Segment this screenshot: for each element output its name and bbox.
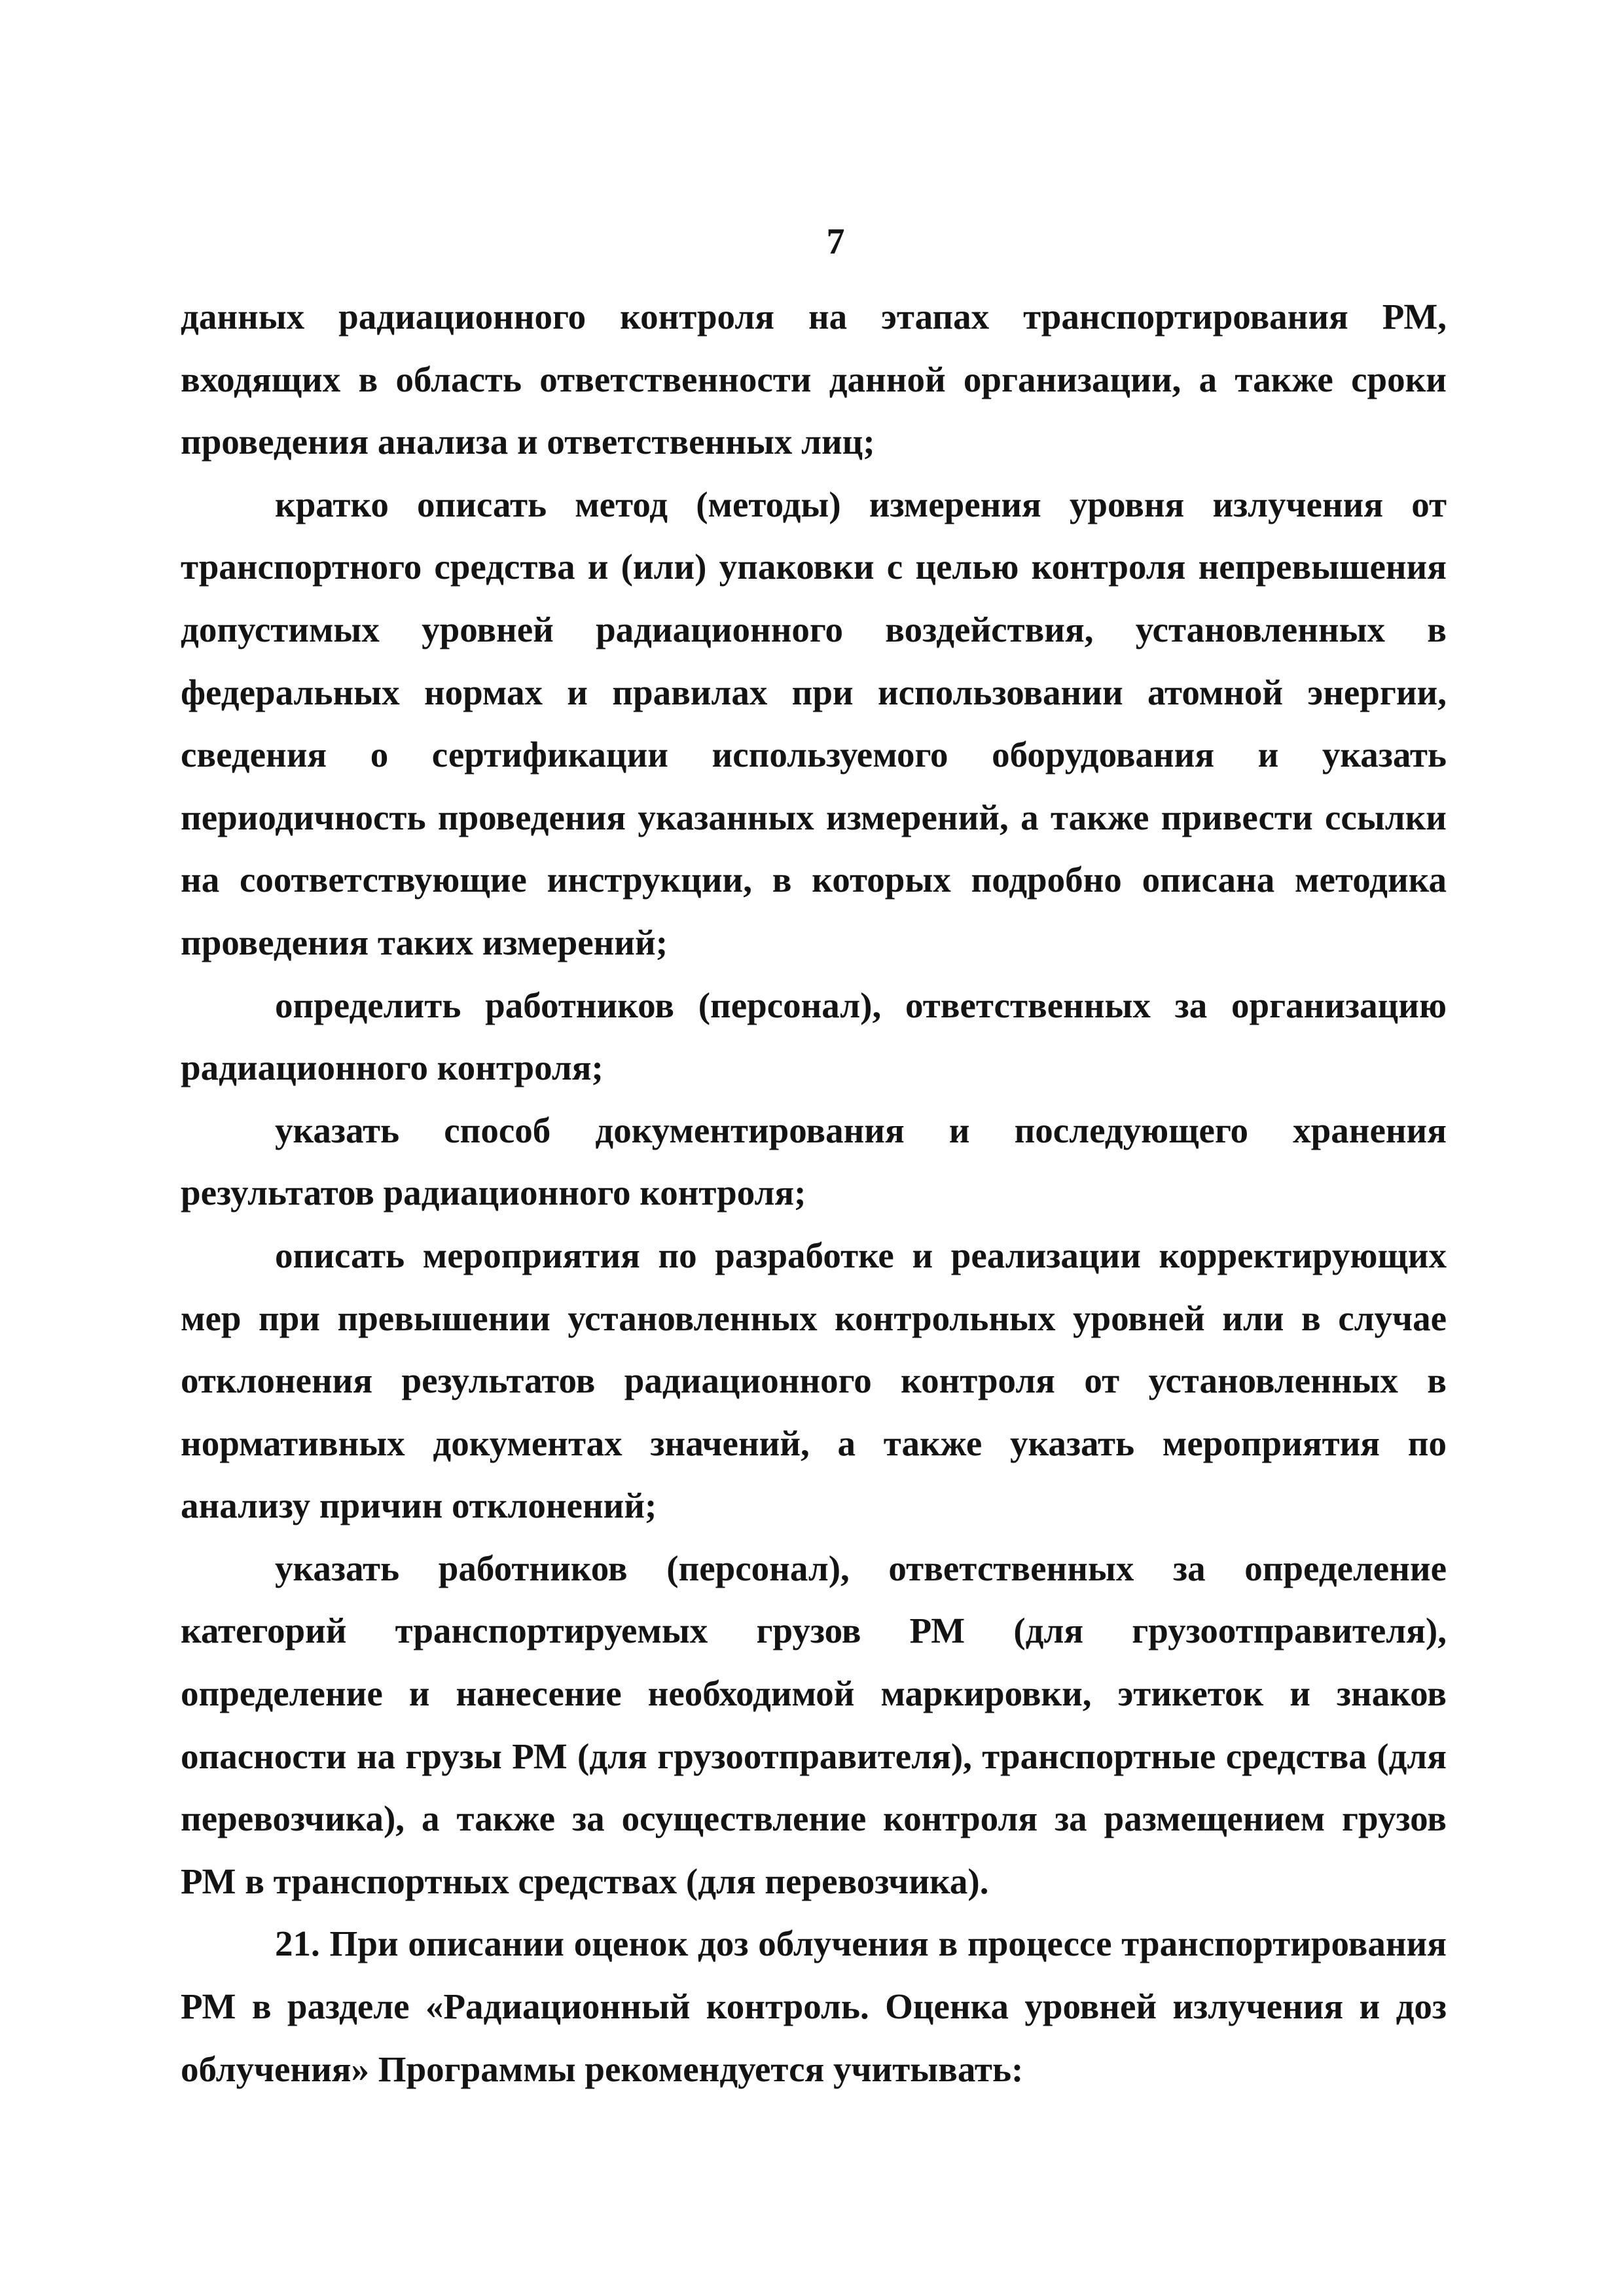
paragraph-measurement-method: кратко описать метод (методы) измерения уровня излучения от транспортного средства и (или) упаковки с целью контроля непревышения допустимых уровней радиационного воздействия, установленных в федеральных нормах и правилах при использовании атомной энергии, сведения о сертификации используемого оборудования и указать периодичность проведения указанных измерений, а также привести ссылки на соответствующие инструкции, в которых подробно описана методика проведения таких измерений; xyxy=(181,484,1447,962)
paragraph-continuation: данных радиационного контроля на этапах транспортирования РМ, входящих в область ответственности данной организации, а также сроки проведения анализа и ответственных лиц; xyxy=(181,297,1447,462)
paragraph-documentation-method: указать способ документирования и последующего хранения результатов радиационного контроля; xyxy=(181,1110,1447,1213)
paragraph-corrective-measures: описать мероприятия по разработке и реализации корректирующих мер при превышении установленных контрольных уровней или в случае отклонения результатов радиационного контроля от установленных в нормативных документах значений, а также указать мероприятия по анализу причин отклонений; xyxy=(181,1235,1447,1526)
document-body xyxy=(181,285,1447,2100)
page-number: 7 xyxy=(826,221,845,262)
paragraph-responsible-personnel: определить работников (персонал), ответственных за организацию радиационного контроля; xyxy=(181,985,1447,1088)
paragraph-cargo-categories: указать работников (персонал), ответственных за определение категорий транспортируемых грузов РМ (для грузоотправителя), определение и нанесение необходимой маркировки, этикеток и знаков опасности на грузы РМ (для грузоотправителя), транспортные средства (для перевозчика), а также за осуществление контроля за размещением грузов РМ в транспортных средствах (для перевозчика). xyxy=(181,1548,1447,1901)
paragraph-item-21: 21. При описании оценок доз облучения в процессе транспортирования РМ в разделе «Радиационный контроль. Оценка уровней излучения и доз облучения» Программы рекомендуется учитывать: xyxy=(181,1923,1447,2089)
